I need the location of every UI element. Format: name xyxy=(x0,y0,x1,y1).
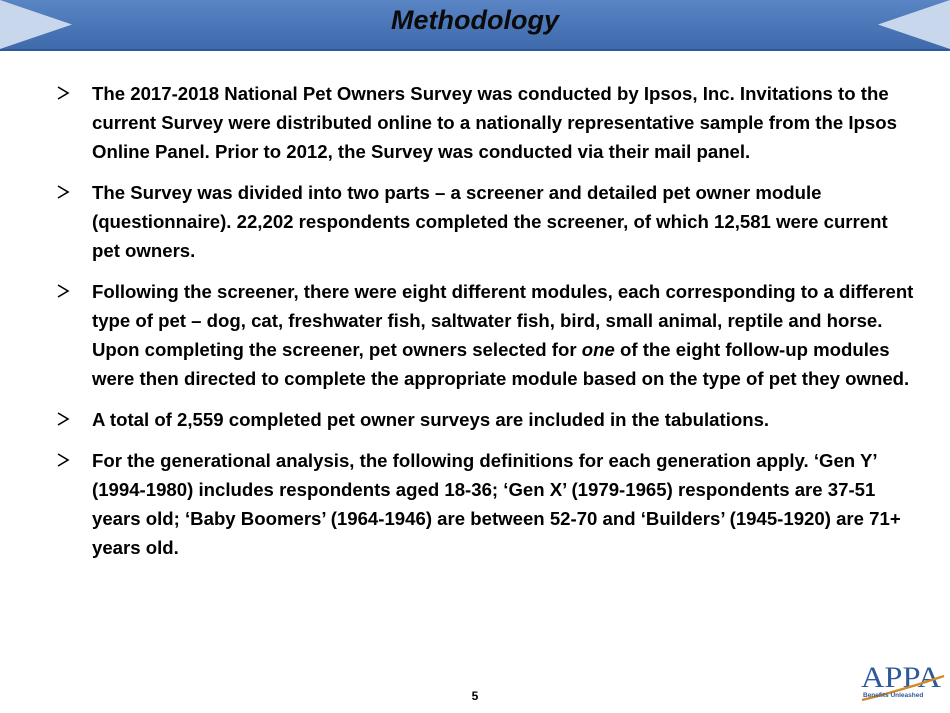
logo-tagline: Benefits Unleashed xyxy=(863,692,924,699)
arrow-bullet-icon xyxy=(56,452,70,468)
logo-name: APPA xyxy=(861,661,942,694)
bullet-text: Following the screener, there were eight different modules, each corresponding to a different type of pet – dog, cat, freshwater fish, saltwater fish, bird, small animal, reptile and horse. Upon completing the screener, pet owners selected for xyxy=(92,281,914,360)
bullet-list xyxy=(56,79,916,574)
bullet-emphasis: one xyxy=(581,339,615,360)
appa-logo xyxy=(858,652,948,710)
bullet-item xyxy=(56,405,916,434)
page-title: Methodology xyxy=(391,5,559,35)
bullet-text: For the generational analysis, the following definitions for each generation apply. ‘Gen Y’ (1994-1980) includes respondents aged 18-36; ‘Gen X’ (1979-1965) respondents are 37-51 years old; ‘Baby Boomers’ (1964-1946) are between 52-70 and ‘Builders’ (1945-1920) are 71+ years old. xyxy=(92,450,901,558)
bullet-item xyxy=(56,446,916,562)
header-right-arrow-decoration xyxy=(878,0,950,49)
bullet-text: The 2017-2018 National Pet Owners Survey was conducted by Ipsos, Inc. Invitations to the current Survey were distributed online to a nationally representative sample from the Ipsos Online Panel. Prior to 2012, the Survey was conducted via their mail panel. xyxy=(92,83,897,162)
bullet-item xyxy=(56,277,916,393)
arrow-bullet-icon xyxy=(56,85,70,101)
bullet-text: The Survey was divided into two parts – a screener and detailed pet owner module (questionnaire). 22,202 respondents completed the screener, of which 12,581 were current pet owners. xyxy=(92,182,888,261)
bullet-text: of the eight follow-up modules were then directed to complete the appropriate module based on the type of pet they owned. xyxy=(92,339,910,389)
bullet-text: A total of 2,559 completed pet owner surveys are included in the tabulations. xyxy=(92,409,770,430)
header-bar xyxy=(0,0,950,51)
bullet-item xyxy=(56,79,916,166)
arrow-bullet-icon xyxy=(56,184,70,200)
arrow-bullet-icon xyxy=(56,411,70,427)
page-number: 5 xyxy=(471,689,479,703)
arrow-bullet-icon xyxy=(56,283,70,299)
bullet-item xyxy=(56,178,916,265)
